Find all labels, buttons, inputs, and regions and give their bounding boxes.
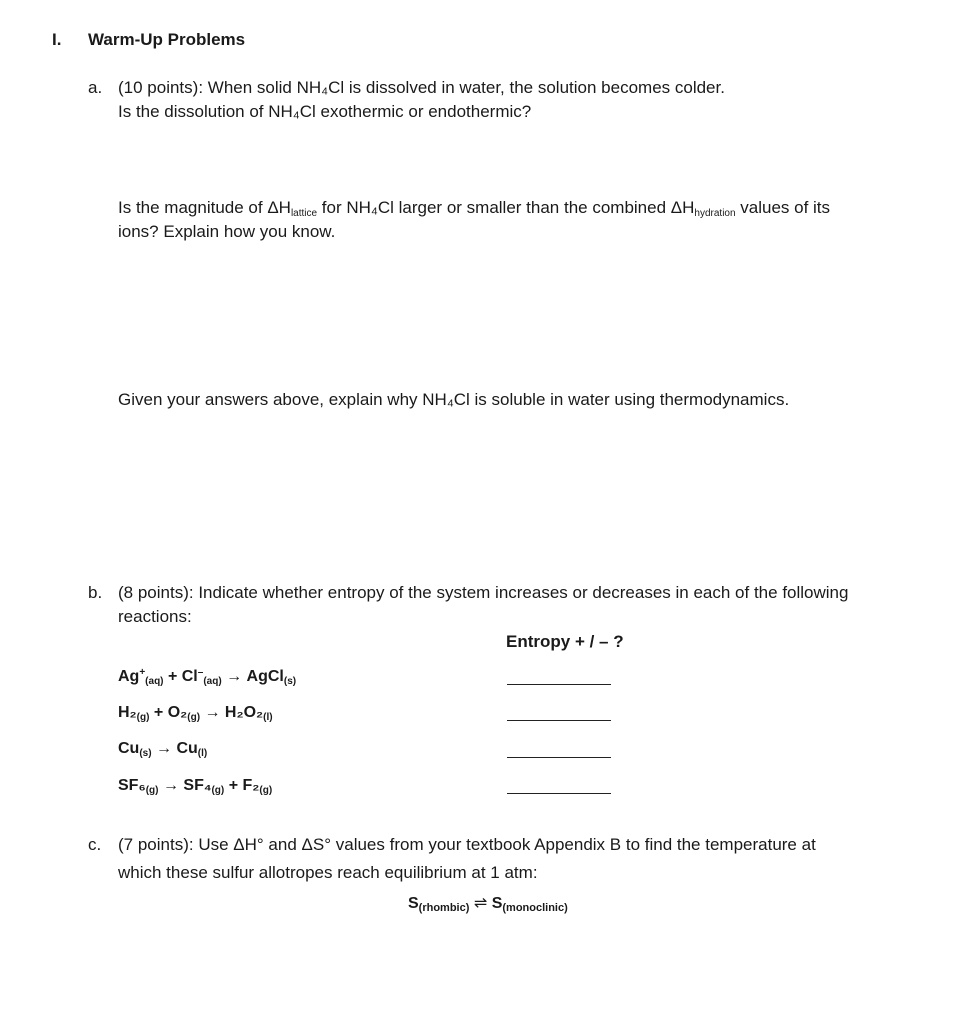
r3-c: Cu [176, 740, 198, 757]
eq-right: S [491, 895, 503, 912]
r2-a-sub: (g) [136, 712, 150, 723]
r2-b: + O₂ [149, 704, 188, 721]
r1-arrow: → [221, 668, 247, 685]
answer-blank-2[interactable] [507, 720, 611, 721]
r2-arrow: → [200, 704, 225, 721]
part-a-question-3: Given your answers above, explain why NH₄Cl is soluble in water using thermodynamics. [118, 390, 790, 409]
r2-a: H₂ [118, 704, 137, 721]
q2-mid: for NH₄Cl larger or smaller than the combined ΔH [317, 198, 695, 217]
r1-c: AgCl [246, 668, 284, 685]
reaction-3 [118, 740, 207, 759]
r2-c-sub: (l) [263, 712, 273, 723]
r4-d: + F₂ [224, 777, 260, 794]
part-b-line-1 [118, 581, 848, 605]
part-c-text-1: Use ΔH° and ΔS° values from your textbook Appendix B to find the temperature at [198, 835, 816, 854]
r1-a-sup: + [139, 667, 146, 678]
part-a-question-2-line-2: ions? Explain how you know. [118, 222, 336, 241]
part-a-line-1 [118, 76, 725, 100]
part-b-letter: b. [88, 583, 103, 602]
r1-b-sub: (aq) [203, 676, 222, 687]
part-b-line-2: reactions: [118, 607, 192, 626]
r3-arrow: → [151, 740, 177, 757]
r3-a: Cu [118, 740, 140, 757]
part-c-line-1 [118, 833, 816, 857]
part-b-text-1: Indicate whether entropy of the system increases or decreases in each of the following [198, 583, 849, 602]
reaction-2 [118, 704, 273, 723]
r1-a: Ag [118, 668, 140, 685]
part-c-letter: c. [88, 835, 102, 854]
eq-right-sub: (monoclinic) [502, 902, 568, 914]
r3-c-sub: (l) [197, 748, 208, 759]
r3-a-sub: (s) [139, 748, 152, 759]
r4-arrow: → [158, 777, 184, 794]
eq-left: S [408, 895, 419, 912]
answer-blank-1[interactable] [507, 684, 611, 685]
part-a-text-1: When solid NH₄Cl is dissolved in water, the solution becomes colder. [207, 78, 725, 97]
q2-sub-lattice: lattice [290, 208, 318, 219]
r4-d-sub: (g) [259, 785, 273, 796]
reaction-4 [118, 777, 272, 796]
part-a-points: (10 points): [118, 78, 204, 97]
r1-a-sub: (aq) [145, 676, 164, 687]
r4-a: SF₆ [118, 777, 146, 794]
part-b-points: (8 points): [118, 583, 194, 602]
answer-blank-3[interactable] [507, 757, 611, 758]
r4-c-sub: (g) [211, 785, 225, 796]
q2-sub-hydration: hydration [694, 208, 736, 219]
entropy-column-header: Entropy + / – ? [506, 632, 624, 651]
q2-post: values of its [735, 198, 831, 217]
part-a-letter: a. [88, 78, 103, 97]
reaction-1 [118, 667, 296, 687]
sulfur-equilibrium [408, 893, 568, 914]
section-numeral: I. [52, 30, 62, 49]
part-c-line-2: which these sulfur allotropes reach equilibrium at 1 atm: [118, 863, 538, 882]
r2-c: H₂O₂ [224, 704, 264, 721]
section-title: Warm-Up Problems [88, 30, 246, 49]
q2-pre: Is the magnitude of ΔH [118, 198, 291, 217]
r1-b: + Cl [163, 668, 198, 685]
r1-b-sup: – [197, 667, 204, 678]
part-c-points: (7 points): [118, 835, 194, 854]
r2-b-sub: (g) [187, 712, 201, 723]
answer-blank-4[interactable] [507, 793, 611, 794]
eq-arrow: ⇌ [469, 895, 492, 912]
r4-c: SF₄ [183, 777, 212, 794]
part-a-line-2: Is the dissolution of NH₄Cl exothermic or endothermic? [118, 102, 532, 121]
r4-a-sub: (g) [145, 785, 159, 796]
eq-left-sub: (rhombic) [418, 902, 470, 914]
r1-c-sub: (s) [283, 676, 297, 687]
